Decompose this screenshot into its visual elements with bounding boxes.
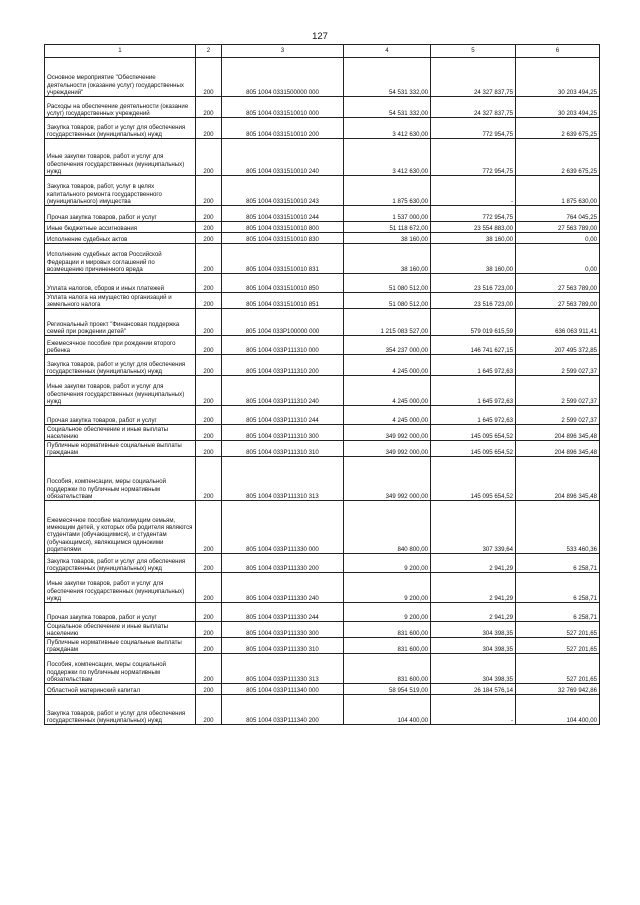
row-name: Исполнение судебных актов Российской Федерации и мировых соглашений по возмещению причиненного вреда xyxy=(45,244,196,274)
row-remaining-value: 30 203 494,25 xyxy=(516,97,600,118)
row-remaining-value: 533 460,36 xyxy=(516,501,600,554)
row-planned-value: 51 080 512,00 xyxy=(344,293,431,309)
row-name: Расходы на обеспечение деятельности (оказание услуг) государственных учреждений xyxy=(45,97,196,118)
row-remaining-value: 6 258,71 xyxy=(516,554,600,573)
row-line-code: 200 xyxy=(196,336,222,355)
row-planned-value: 831 600,00 xyxy=(344,638,431,654)
row-name: Уплата налогов, сборов и иных платежей xyxy=(45,274,196,293)
row-line-code: 200 xyxy=(196,695,222,725)
row-executed-value: 38 160,00 xyxy=(431,244,516,274)
row-executed-value: 579 019 615,59 xyxy=(431,309,516,336)
row-planned-value: 9 200,00 xyxy=(344,603,431,622)
row-budget-code: 805 1004 033P111340 200 xyxy=(222,695,344,725)
table-row xyxy=(45,336,600,355)
table-row xyxy=(45,695,600,725)
row-executed-value: 772 954,75 xyxy=(431,118,516,139)
row-executed-value: 2 941,29 xyxy=(431,603,516,622)
row-remaining-value: 2 599 027,37 xyxy=(516,355,600,376)
table-row xyxy=(45,176,600,206)
page-number: 127 xyxy=(312,31,328,42)
row-name: Иные закупки товаров, работ и услуг для обеспечения государственных (муниципальных) нужд xyxy=(45,139,196,176)
column-header: 1 xyxy=(45,45,196,58)
row-planned-value: 840 800,00 xyxy=(344,501,431,554)
row-line-code: 200 xyxy=(196,355,222,376)
row-remaining-value: 0,00 xyxy=(516,244,600,274)
row-executed-value: 304 398,35 xyxy=(431,654,516,684)
row-line-code: 200 xyxy=(196,441,222,457)
row-budget-code: 805 1004 0331510010 851 xyxy=(222,293,344,309)
row-executed-value: 24 327 837,75 xyxy=(431,58,516,97)
row-remaining-value: 0,00 xyxy=(516,233,600,244)
row-remaining-value: 104 400,00 xyxy=(516,695,600,725)
row-line-code: 200 xyxy=(196,603,222,622)
row-executed-value: 2 941,29 xyxy=(431,573,516,603)
row-name: Закупка товаров, работ и услуг для обеспечения государственных (муниципальных) нужд xyxy=(45,554,196,573)
row-line-code: 200 xyxy=(196,622,222,638)
row-line-code: 200 xyxy=(196,274,222,293)
row-planned-value: 38 160,00 xyxy=(344,244,431,274)
row-remaining-value: 6 258,71 xyxy=(516,573,600,603)
row-planned-value: 349 992 000,00 xyxy=(344,425,431,441)
row-planned-value: 4 245 000,00 xyxy=(344,406,431,425)
row-executed-value: 304 398,35 xyxy=(431,638,516,654)
table-row xyxy=(45,501,600,554)
row-name: Ежемесячное пособие при рождении второго ребенка xyxy=(45,336,196,355)
row-executed-value: 772 954,75 xyxy=(431,139,516,176)
row-name: Основное мероприятие "Обеспечение деятельности (оказание услуг) государственных учреждений" xyxy=(45,58,196,97)
row-budget-code: 805 1004 033P111330 300 xyxy=(222,622,344,638)
row-planned-value: 51 080 512,00 xyxy=(344,274,431,293)
row-name: Социальное обеспечение и иные выплаты населению xyxy=(45,622,196,638)
row-remaining-value: 27 563 789,00 xyxy=(516,274,600,293)
row-name: Социальное обеспечение и иные выплаты населению xyxy=(45,425,196,441)
row-executed-value: 1 645 972,63 xyxy=(431,376,516,406)
row-line-code: 200 xyxy=(196,97,222,118)
row-line-code: 200 xyxy=(196,58,222,97)
table-row xyxy=(45,118,600,139)
row-remaining-value: 1 875 630,00 xyxy=(516,176,600,206)
table-row xyxy=(45,274,600,293)
row-budget-code: 805 1004 033P111310 310 xyxy=(222,441,344,457)
row-executed-value: - xyxy=(431,695,516,725)
row-name: Иные закупки товаров, работ и услуг для обеспечения государственных (муниципальных) нужд xyxy=(45,573,196,603)
row-line-code: 200 xyxy=(196,573,222,603)
column-header: 4 xyxy=(344,45,431,58)
row-planned-value: 1 875 630,00 xyxy=(344,176,431,206)
budget-table xyxy=(44,44,600,725)
row-line-code: 200 xyxy=(196,425,222,441)
column-header: 3 xyxy=(222,45,344,58)
table-row xyxy=(45,573,600,603)
row-line-code: 200 xyxy=(196,406,222,425)
row-budget-code: 805 1004 0331510010 830 xyxy=(222,233,344,244)
row-remaining-value: 527 201,65 xyxy=(516,654,600,684)
row-planned-value: 3 412 630,00 xyxy=(344,139,431,176)
row-line-code: 200 xyxy=(196,206,222,222)
row-planned-value: 9 200,00 xyxy=(344,573,431,603)
row-planned-value: 4 245 000,00 xyxy=(344,376,431,406)
row-name: Ежемесячное пособие малоимущим семьям, имеющим детей, у которых оба родителя являются студентами (обучающимися), и студентам (обучающимся), являющимся одинокими родителями xyxy=(45,501,196,554)
row-line-code: 200 xyxy=(196,376,222,406)
row-line-code: 200 xyxy=(196,118,222,139)
row-line-code: 200 xyxy=(196,233,222,244)
row-planned-value: 1 215 083 527,00 xyxy=(344,309,431,336)
row-budget-code: 805 1004 0331510010 800 xyxy=(222,222,344,233)
row-executed-value: 146 741 627,15 xyxy=(431,336,516,355)
row-planned-value: 4 245 000,00 xyxy=(344,355,431,376)
row-budget-code: 805 1004 033P111330 244 xyxy=(222,603,344,622)
row-name: Закупка товаров, работ и услуг для обеспечения государственных (муниципальных) нужд xyxy=(45,118,196,139)
row-name: Прочая закупка товаров, работ и услуг xyxy=(45,406,196,425)
row-executed-value: 772 954,75 xyxy=(431,206,516,222)
row-budget-code: 805 1004 0331510010 850 xyxy=(222,274,344,293)
row-executed-value: 23 554 883,00 xyxy=(431,222,516,233)
row-executed-value: 23 516 723,00 xyxy=(431,274,516,293)
row-budget-code: 805 1004 033P111330 310 xyxy=(222,638,344,654)
row-executed-value: 304 398,35 xyxy=(431,622,516,638)
row-planned-value: 58 954 519,00 xyxy=(344,684,431,695)
row-executed-value: 2 941,29 xyxy=(431,554,516,573)
table-row xyxy=(45,222,600,233)
table-row xyxy=(45,355,600,376)
row-executed-value: 145 095 654,52 xyxy=(431,441,516,457)
row-planned-value: 349 992 000,00 xyxy=(344,441,431,457)
row-line-code: 200 xyxy=(196,244,222,274)
table-row xyxy=(45,684,600,695)
column-header: 5 xyxy=(431,45,516,58)
row-planned-value: 831 600,00 xyxy=(344,654,431,684)
row-line-code: 200 xyxy=(196,654,222,684)
row-line-code: 200 xyxy=(196,554,222,573)
table-row xyxy=(45,309,600,336)
row-remaining-value: 204 896 345,48 xyxy=(516,425,600,441)
row-name: Закупка товаров, работ и услуг для обеспечения государственных (муниципальных) нужд xyxy=(45,355,196,376)
table-row xyxy=(45,554,600,573)
row-remaining-value: 204 896 345,48 xyxy=(516,441,600,457)
row-executed-value: 307 339,64 xyxy=(431,501,516,554)
row-budget-code: 805 1004 033P111310 300 xyxy=(222,425,344,441)
row-name: Иные бюджетные ассигнования xyxy=(45,222,196,233)
row-executed-value: 1 645 972,63 xyxy=(431,406,516,425)
row-executed-value: 38 160,00 xyxy=(431,233,516,244)
table-row xyxy=(45,293,600,309)
row-remaining-value: 6 258,71 xyxy=(516,603,600,622)
row-remaining-value: 636 063 911,41 xyxy=(516,309,600,336)
row-name: Областной материнский капитал xyxy=(45,684,196,695)
row-budget-code: 805 1004 033P100000 000 xyxy=(222,309,344,336)
row-name: Закупка товаров, работ, услуг в целях капитального ремонта государственного (муниципального) имущества xyxy=(45,176,196,206)
row-budget-code: 805 1004 033P111330 000 xyxy=(222,501,344,554)
table-row xyxy=(45,206,600,222)
row-remaining-value: 2 639 675,25 xyxy=(516,139,600,176)
table-row xyxy=(45,457,600,501)
row-planned-value: 354 237 000,00 xyxy=(344,336,431,355)
column-header: 2 xyxy=(196,45,222,58)
table-row xyxy=(45,622,600,638)
table-row xyxy=(45,97,600,118)
row-budget-code: 805 1004 0331510010 200 xyxy=(222,118,344,139)
table-row xyxy=(45,638,600,654)
row-remaining-value: 207 495 372,85 xyxy=(516,336,600,355)
row-executed-value: 145 095 654,52 xyxy=(431,425,516,441)
row-line-code: 200 xyxy=(196,176,222,206)
table-row xyxy=(45,376,600,406)
row-name: Пособия, компенсации, меры социальной поддержки по публичным нормативным обязательствам xyxy=(45,654,196,684)
row-budget-code: 805 1004 033P111310 244 xyxy=(222,406,344,425)
row-budget-code: 805 1004 033P111340 000 xyxy=(222,684,344,695)
table-row xyxy=(45,244,600,274)
table-row xyxy=(45,603,600,622)
row-name: Закупка товаров, работ и услуг для обеспечения государственных (муниципальных) нужд xyxy=(45,695,196,725)
table-row xyxy=(45,654,600,684)
row-line-code: 200 xyxy=(196,684,222,695)
table-row xyxy=(45,441,600,457)
row-remaining-value: 27 563 789,00 xyxy=(516,222,600,233)
row-planned-value: 54 531 332,00 xyxy=(344,58,431,97)
row-planned-value: 3 412 630,00 xyxy=(344,118,431,139)
row-budget-code: 805 1004 0331510010 240 xyxy=(222,139,344,176)
table-row xyxy=(45,139,600,176)
row-budget-code: 805 1004 033P111330 313 xyxy=(222,654,344,684)
row-line-code: 200 xyxy=(196,139,222,176)
table-row xyxy=(45,58,600,97)
row-budget-code: 805 1004 033P111310 000 xyxy=(222,336,344,355)
row-line-code: 200 xyxy=(196,638,222,654)
row-budget-code: 805 1004 033P111310 200 xyxy=(222,355,344,376)
row-budget-code: 805 1004 0331510010 243 xyxy=(222,176,344,206)
row-line-code: 200 xyxy=(196,309,222,336)
row-line-code: 200 xyxy=(196,293,222,309)
row-executed-value: 24 327 837,75 xyxy=(431,97,516,118)
row-remaining-value: 527 201,65 xyxy=(516,622,600,638)
table-row xyxy=(45,233,600,244)
row-planned-value: 51 118 672,00 xyxy=(344,222,431,233)
row-remaining-value: 527 201,65 xyxy=(516,638,600,654)
row-name: Публичные нормативные социальные выплаты гражданам xyxy=(45,638,196,654)
row-remaining-value: 2 599 027,37 xyxy=(516,376,600,406)
row-budget-code: 805 1004 033P111310 240 xyxy=(222,376,344,406)
row-remaining-value: 30 203 494,25 xyxy=(516,58,600,97)
header-row xyxy=(45,45,600,58)
row-planned-value: 54 531 332,00 xyxy=(344,97,431,118)
row-remaining-value: 27 563 789,00 xyxy=(516,293,600,309)
row-budget-code: 805 1004 0331510010 244 xyxy=(222,206,344,222)
row-name: Прочая закупка товаров, работ и услуг xyxy=(45,206,196,222)
table-row xyxy=(45,406,600,425)
row-remaining-value: 764 045,25 xyxy=(516,206,600,222)
row-planned-value: 9 200,00 xyxy=(344,554,431,573)
row-name: Публичные нормативные социальные выплаты гражданам xyxy=(45,441,196,457)
table-row xyxy=(45,425,600,441)
row-name: Иные закупки товаров, работ и услуг для обеспечения государственных (муниципальных) нужд xyxy=(45,376,196,406)
row-budget-code: 805 1004 033P111310 313 xyxy=(222,457,344,501)
row-name: Уплата налога на имущество организаций и земельного налога xyxy=(45,293,196,309)
row-executed-value: 145 095 654,52 xyxy=(431,457,516,501)
row-name: Региональный проект "Финансовая поддержка семей при рождении детей" xyxy=(45,309,196,336)
row-remaining-value: 204 896 345,48 xyxy=(516,457,600,501)
row-executed-value: 1 645 972,63 xyxy=(431,355,516,376)
row-name: Пособия, компенсации, меры социальной поддержки по публичным нормативным обязательствам xyxy=(45,457,196,501)
row-line-code: 200 xyxy=(196,222,222,233)
row-planned-value: 1 537 000,00 xyxy=(344,206,431,222)
column-header: 6 xyxy=(516,45,600,58)
row-planned-value: 38 160,00 xyxy=(344,233,431,244)
row-remaining-value: 32 769 942,86 xyxy=(516,684,600,695)
row-remaining-value: 2 639 675,25 xyxy=(516,118,600,139)
row-executed-value: 26 184 576,14 xyxy=(431,684,516,695)
row-line-code: 200 xyxy=(196,457,222,501)
row-planned-value: 349 992 000,00 xyxy=(344,457,431,501)
row-name: Исполнение судебных актов xyxy=(45,233,196,244)
row-remaining-value: 2 599 027,37 xyxy=(516,406,600,425)
row-name: Прочая закупка товаров, работ и услуг xyxy=(45,603,196,622)
row-planned-value: 104 400,00 xyxy=(344,695,431,725)
row-budget-code: 805 1004 0331510010 000 xyxy=(222,97,344,118)
row-budget-code: 805 1004 033P111330 240 xyxy=(222,573,344,603)
row-planned-value: 831 600,00 xyxy=(344,622,431,638)
row-executed-value: 23 516 723,00 xyxy=(431,293,516,309)
row-budget-code: 805 1004 033P111330 200 xyxy=(222,554,344,573)
row-executed-value: - xyxy=(431,176,516,206)
row-budget-code: 805 1004 0331510010 831 xyxy=(222,244,344,274)
row-line-code: 200 xyxy=(196,501,222,554)
row-budget-code: 805 1004 0331500000 000 xyxy=(222,58,344,97)
